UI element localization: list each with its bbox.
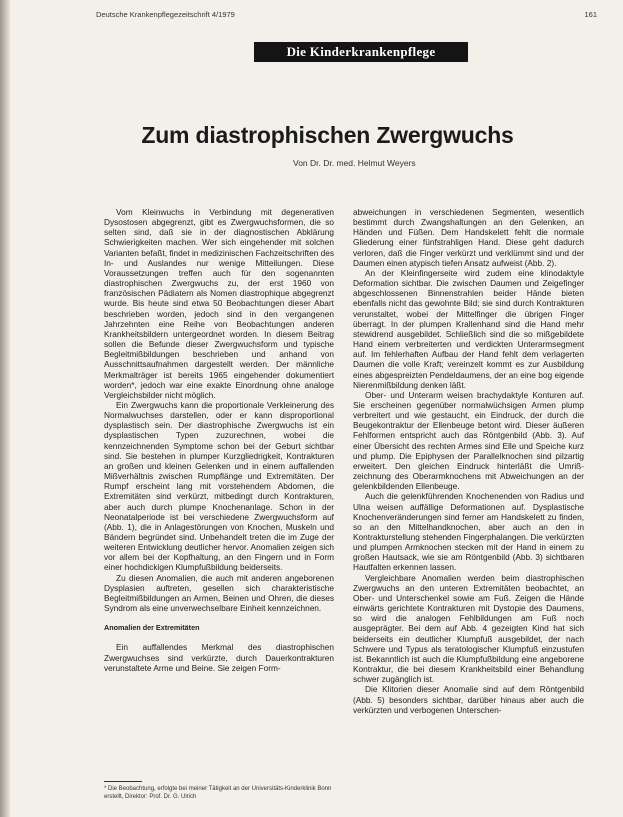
body-paragraph: An der Kleinfingerseite wird zudem eine klinodaktyle Deformation sichtbar. Die zwischen Daumen und Zeigefinger abgeschlossenen Binnenstrahlen beider Hände bieten ebenfalls nicht das gewohnte Bild; sie sind durch Kontrakturen verunstaltet, wobei der Mittelfinger die übrigen Finger überragt. In der plumpen Krallenhand sind die Hand mehr stewidrend ausgebildet. Schließlich sind die so mißgebildete Hand einem verbreiterten und verdickten Unterarmsegment auf. Im fehlerhaften Aufbau der Hand fehlt dem verlagerten Daumen die volle Kraft; vereinzelt kommt es zur Ausbildung eines abgespreizten Pendeldaumens, der an eine bog eigende Nierenmißbildung denken läßt.	[353, 267, 584, 390]
body-paragraph: Vergleichbare Anomalien werden beim diastrophischen Zwergwuchs an den unteren Extremitäten beobachtet, an Ober- und Unterschenkel sowie am Fuß. Zeigen die Hände einwärts gerichtete Kontrakturen mit Dystopie des Daumens, so wird die analogen Fehlbildungen am Fuß noch ausgeprägter. Bei dem auf Abb. 4 gezeigten Kind hat sich beiderseits ein deutlicher Klumpfuß ausgebildet, der nach Schwere und Typus als teratologischer Klumpfuß einzustufen ist. Bekanntlich ist auch die Klumpfußbildung eine angeborene Kontraktur, die bei diesem Krankheitsbild einer Behandlung schwer zugänglich ist.	[353, 572, 584, 685]
body-paragraph: Vom Kleinwuchs in Verbindung mit degenerativen Dysostosen abgegrenzt, gibt es Zwergwuchsformen, die so selten sind, daß sie in der diagnostischen Abklärung Schwierigkeiten machen. Wer sich eingehender mit solchen Varianten befaßt, findet in medizinischen Fachzeitschriften des In- und Auslandes nur wenige Mitteilungen. Diese Voraussetzungen treffen auch für den sogenannten diastrophischen Zwergwuchs zu, der erst 1960 von französischen Pädiatern als Nomen diastrophique abgegrenzt wurde. Bis heute sind etwa 50 Beobachtungen dieser Abart beschrieben worden, jedoch sind in den vergangenen Jahrzehnten eine Reihe von Beobachtungen anderen Krankheitsbildern untergeordnet worden. In diesem Beitrag sollen die Befunde dieser Zwergwuchsform und typische Begleitmißbildungen beschrieben und anhand von Ausschnittsaufnahmen dargestellt werden. Der männliche Merkmalträger ist bereits 1965 eingehender dokumentiert worden*, jedoch war eine exakte Einordnung ohne analoge Vergleichsbilder nicht möglich.	[104, 207, 334, 400]
body-paragraph: Ober- und Unterarm weisen brachydaktyle Konturen auf. Sie erscheinen gegenüber normalwüchsigen Armen plump verbreitert und wie gestaucht, ein Eindruck, der durch die Beugekontraktur der Ellenbeuge betont wird. Dieser äußeren Fehlformen entspricht auch das Röntgenbild (Abb. 3). Auf einer Übersicht des rechten Armes sind Elle und Speiche kurz und plump. Die Epiphysen der Parallelknochen sind pilzartig erweitert. Den gleichen Eindruck hinterläßt die Umriß-zeichnung des Oberarmknochens mit Abweichungen an der gelenkbildenden Ellenbeuge.	[353, 389, 584, 492]
footnote-rule	[104, 781, 142, 782]
article-byline: Von Dr. Dr. med. Helmut Weyers	[293, 158, 416, 168]
body-paragraph: Ein auffallendes Merkmal des diastrophischen Zwergwuchses sind verkürzte, durch Dauerkontrakturen verunstaltete Arme und Beine. Sie zeigen Form-	[104, 642, 334, 673]
body-paragraph: Ein Zwergwuchs kann die proportionale Verkleinerung des Normalwuchses darstellen, oder er kann disproportional dysplastisch sein. Der diastrophische Zwergwuchs ist ein dysplastischen Typen zuzurechnen, wobei die kennzeichnenden Symptome schon bei der Geburt sichtbar sind. Sie bestehen in plumper Kurzgliedrigkeit, Kontrakturen an großen und kleinen Gelenken und in einem auffallenden Mißverhältnis zwischen Rumpflänge und Extremitäten. Der Rumpf erscheint lang mit vorstehendem Abdomen, die Extremitäten sind verkürzt, mitbedingt durch Kontrakturen, aber auch durch plumpe Knochenanlage. Schon in der Neonatalperiode ist bei verschiedene Zwergwuchsform auf (Abb. 1), die in Anlagestörungen von Knochen, Muskeln und Bändern begründet sind. Unbehandelt treten die im Zuge der weiteren Entwicklung deutlicher hervor. Anomalien zeigen sich vor allem bei der Kopfhaltung, an den Fingern und in Form einer hochdickigen Klumpfußbildung beiderseits.	[104, 399, 334, 573]
body-paragraph: Zu diesen Anomalien, die auch mit anderen angeborenen Dysplasien auftreten, gesellen sich charakteristische Begleitmißbildungen an Armen, Beinen und Ohren, die dieses Syndrom als eine unverwechselbare Einheit kennzeichnen.	[104, 572, 334, 614]
body-paragraph: Auch die gelenkführenden Knochenenden von Radius und Ulna weisen auffällige Deformationen auf. Dysplastische Knochenveränderungen sind ferner am Handskelett zu finden, so an den Mittelhandknochen, aber auch an den in Kontrakturstellung stehenden Fingerphalangen. Die verkürzten und plumpen Armknochen stecken mit der Hand in einem zu großen Hautsack, wie sie am Röntgenbild (Abb. 3) sichtbaren Hautfalten erkennen lassen.	[353, 491, 584, 573]
running-head	[96, 10, 597, 24]
article-title: Zum diastrophischen Zwergwuchs	[141, 122, 514, 148]
section-banner: Die Kinderkrankenpflege	[254, 42, 468, 62]
body-paragraph: Die Klitorien dieser Anomalie sind auf dem Röntgenbild (Abb. 5) besonders sichtbar, darüber hinaus aber auch die verkürzten und verbogenen Unterschen-	[353, 684, 584, 715]
document-page	[12, 0, 623, 817]
page-number: 161	[584, 10, 597, 19]
body-paragraph: abweichungen in verschiedenen Segmenten, wesentlich bestimmt durch Zwangshaltungen an den Gelenken, an Händen und Füßen. Dem Handskelett fehlt die normale Gliederung einer fünfstrahligen Hand. Diese geht dadurch verloren, daß die Finger verkürzt und verklümmt sind und der Daumen einen atypisch tiefen Ansatz aufweist (Abb. 2).	[353, 207, 584, 268]
section-subheading: Anomalien der Extremitäten	[104, 623, 200, 633]
left-column	[104, 207, 334, 673]
binding-shadow	[0, 0, 10, 817]
right-column	[353, 207, 584, 715]
footnote: * Die Beobachtung, erfolgte bei meiner Tätigkeit an der Universitäts-Kinderklinik Bonn erstellt, Direktor: Prof. Dr. G. Ulrich	[104, 786, 332, 800]
journal-name: Deutsche Krankenpflegezeitschrift 4/1979	[96, 10, 235, 19]
